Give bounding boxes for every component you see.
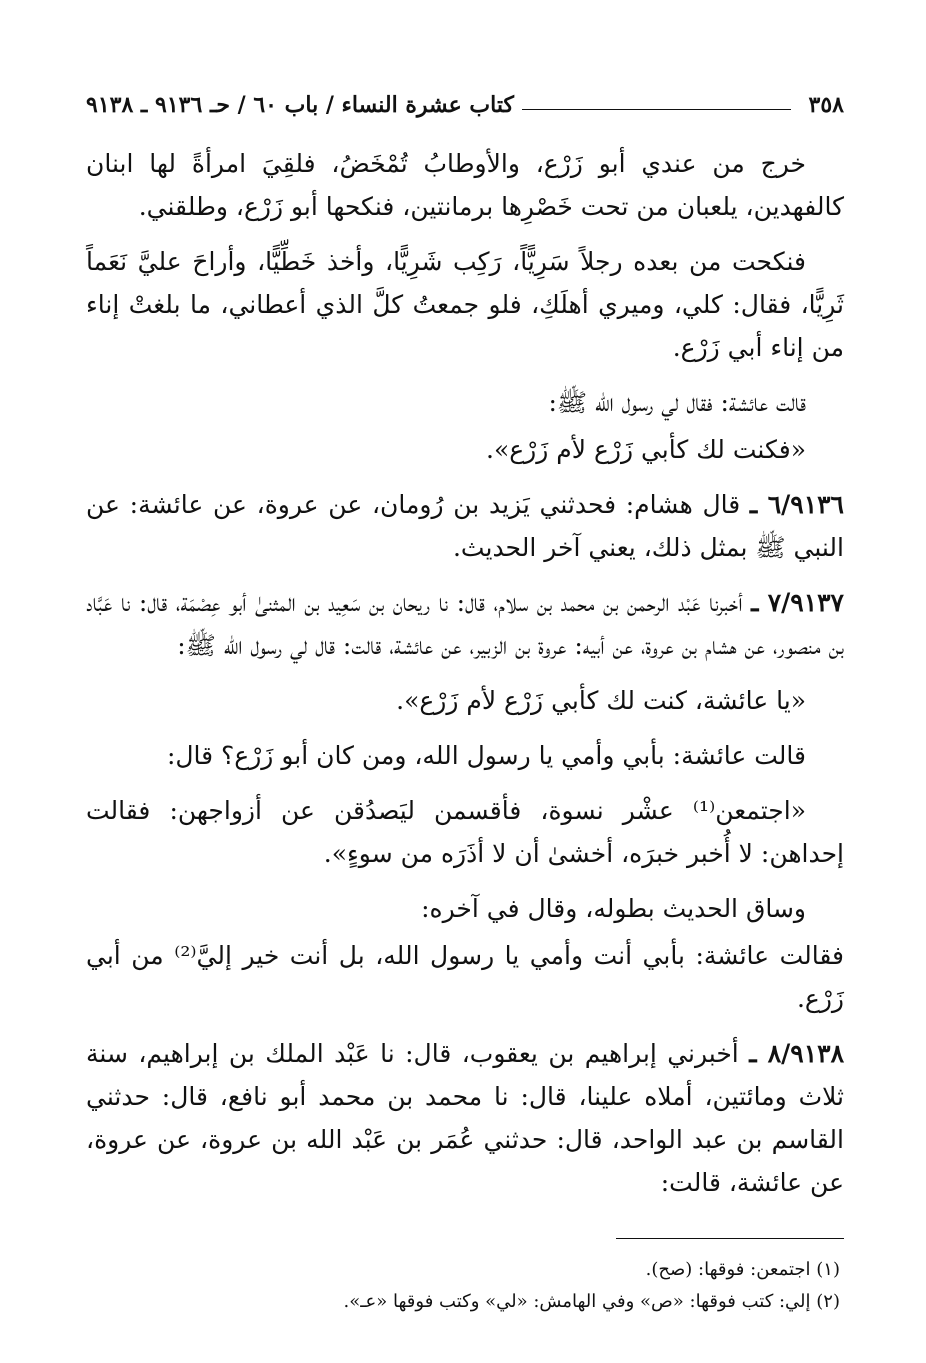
- paragraph-text: أخبرني إبراهيم بن يعقوب، قال: نا عَبْد الملك بن إبراهيم، سنة ثلاث ومائتين، أملاه علينا، قال: نا محمد بن محمد أبو نافع، قال: حدثني القاسم بن عبد الواحد، قال: حدثني عُمَر بن عَبْد الله بن عروة، عن عروة، عن عائشة، قالت:: [86, 1039, 844, 1197]
- paragraph-text: قالت عائشة: فقال لي رسول الله ﷺ:: [548, 388, 806, 417]
- paragraph-text: أخبرنا عَبْد الرحمن بن محمد بن سلام، قال: نا ريحان بن سَعِيد بن المثنىٰ أبو عِصْمَة، قال: نا عَبَّاد بن منصور، عن هشام بن عروة، عن أبيه: عروة بن الزبير، عن عائشة، قالت: قال لي رسول الله ﷺ:: [86, 588, 844, 660]
- paragraph-text: «فكنت لك كأبي زَرْع لأم زَرْع».: [486, 435, 806, 464]
- paragraph: [86, 887, 844, 930]
- paragraph-text: «يا عائشة، كنت لك كأبي زَرْع لأم زَرْع».: [396, 686, 806, 715]
- page-header: [86, 82, 844, 116]
- running-title: كتاب عشرة النساء / باب ٦٠ / حـ ٩١٣٦ ـ ٩١٣٨: [86, 92, 514, 118]
- hadith-entry: [86, 1032, 844, 1204]
- paragraph: [86, 789, 844, 875]
- paragraph-text: وساق الحديث بطوله، وقال في آخره:: [421, 894, 806, 923]
- paragraph: [86, 240, 844, 369]
- page-number: ٣٥٨: [808, 92, 844, 118]
- header-rule: [522, 109, 791, 110]
- paragraph-text: قال هشام: فحدثني يَزيد بن رُومان، عن عروة، عن عائشة: عن النبي ﷺ بمثل ذلك، يعني آخر الحديث.: [86, 490, 844, 562]
- hadith-entry: [86, 483, 844, 569]
- main-text: [86, 142, 844, 1216]
- paragraph: [86, 428, 844, 471]
- paragraph-text: خرج من عندي أبو زَرْع، والأوطابُ تُمْخَضُ، فلقِيَ امرأةً لها ابنان كالفهدين، يلعبان من تحت خَصْرِها برمانتين، فنكحها أبو زَرْع، وطلقني.: [86, 149, 844, 221]
- footnote: (١) اجتمعن: فوقها: (صح).: [645, 1259, 840, 1280]
- paragraph: [86, 679, 844, 722]
- paragraph-text: قالت عائشة: بأبي وأمي يا رسول الله، ومن كان أبو زَرْع؟ قال:: [166, 741, 806, 770]
- hadith-number: ٦/٩١٣٦ ـ: [749, 490, 844, 519]
- hadith-number: ٨/٩١٣٨ ـ: [749, 1039, 845, 1068]
- footnotes: [86, 1254, 840, 1318]
- footnote: (٢) إلي: كتب فوقها: «ص» وفي الهامش: «لي» وكتب فوقها «عـ».: [343, 1291, 840, 1312]
- paragraph: [86, 934, 844, 1020]
- paragraph: [86, 142, 844, 228]
- footnote-separator: [616, 1238, 844, 1239]
- paragraph-text: فقالت عائشة: بأبي أنت وأمي يا رسول الله، بل أنت خير إليَّ⁽²⁾ من أبي زَرْع.: [86, 941, 844, 1013]
- paragraph-text: «اجتمعن⁽¹⁾ عشْر نسوة، فأقسمن ليَصدُقن عن أزواجهن: فقالت إحداهن: لا أُخبر خبرَه، أخشىٰ أن لا أذَرَه من سوءٍ».: [86, 796, 844, 868]
- hadith-entry: [86, 581, 844, 667]
- paragraph: [86, 734, 844, 777]
- paragraph-text: فنكحت من بعده رجلاً سَرِيًّاً، رَكِب شَرِيًّا، وأخذ خَطِّيًّا، وأراحَ عليَّ نَعَماً ثَرِيًّا، فقال: كلي، وميري أهلَكِ، فلو جمعتُ كلَّ الذي أعطاني، ما بلغتْ إناء من إناء أبي زَرْع.: [86, 247, 844, 362]
- hadith-number: ٧/٩١٣٧ ـ: [751, 588, 844, 617]
- paragraph: [86, 381, 844, 424]
